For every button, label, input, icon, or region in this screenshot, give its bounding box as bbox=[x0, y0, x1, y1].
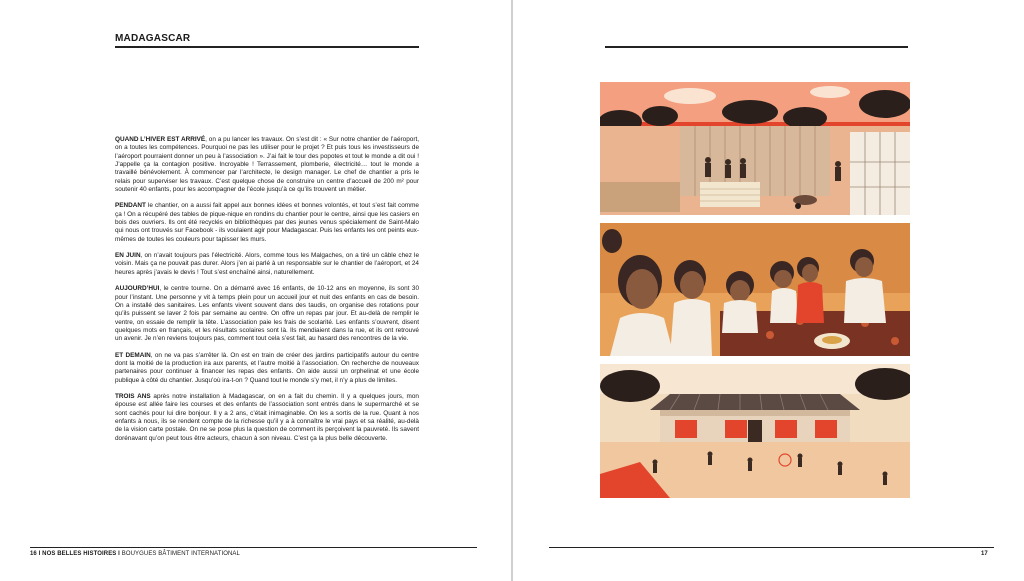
section-title: MADAGASCAR bbox=[115, 33, 191, 44]
paragraph bbox=[115, 285, 419, 343]
footer-publisher: BOUYGUES BÂTIMENT INTERNATIONAL bbox=[119, 551, 240, 557]
paragraph-text: , on a pu lancer les travaux. On s’est dit : « Sur notre chantier de l’aéroport, on a toutes les compétences. Pourquoi ne pas les utiliser pour le projet ? Et puis tous les investisseurs de l’aéroport pourraient donner un peu à l’association ». J’ai fait le tour des popotes et tout le monde a dit oui ! J’appelle ça la contagion positive. Incroyable ! Terrassement, plomberie, électricité… tout le monde a travaillé bénévolement. À commencer par l’architecte, le design manager. Le chef de chantier a pris le relais pour superviser les travaux. C’est quelque chose de construire un centre d’accueil de 200 m² pour soutenir 40 enfants, pour les accompagner de l’école jusqu’à ce qu’ils trouvent un métier. bbox=[115, 136, 420, 194]
illustration-construction-site bbox=[600, 82, 910, 215]
paragraph bbox=[115, 393, 419, 443]
bottom-rule-right bbox=[549, 547, 994, 548]
footer-issue-label: 16 I NOS BELLES HISTOIRES I bbox=[30, 551, 120, 557]
paragraph bbox=[115, 352, 419, 385]
page-number-right: 17 bbox=[981, 551, 988, 557]
paragraph-text: , on ne va pas s’arrêter là. On est en train de créer des jardins participatifs autour du centre dont la moitié de la production ira aux parents, et l’autre moitié à l’association. On recherche de nouveaux partenaires pour continuer à financer les repas des enfants. On aide aussi un orphelinat et une école publique à côté du chantier. Jusqu’où ira-t-on ? Quand tout le monde s’y met, il n’y a plus de limites. bbox=[115, 351, 419, 384]
top-rule-right bbox=[605, 46, 908, 48]
paragraph bbox=[115, 202, 419, 244]
paragraph bbox=[115, 136, 419, 194]
paragraph-lead: TROIS ANS bbox=[115, 392, 151, 400]
paragraph-lead: AUJOURD’HUI bbox=[115, 285, 160, 293]
paragraph-text: le chantier, on a aussi fait appel aux bonnes idées et bonnes volontés, et tout s’est fait comme ça ! On a récupéré des tables de pique-nique en rondins du chantier pour le centre, ainsi que les casiers en bois des ouvriers. Ils ont été recyclés en bibliothèques par des jeunes venus spécialement de Saint-Malo qui nous ont trouvés sur Facebook - ils voulaient agir pour Madagascar. Puis les enfants les ont peints eux-mêmes de toutes les couleurs pour tapisser les murs. bbox=[115, 202, 419, 243]
footer-folio-left bbox=[30, 551, 240, 557]
paragraph-text: , on n’avait toujours pas l’électricité. Alors, comme tous les Malgaches, on a tiré un câble chez le voisin. Mais ça ne pouvait pas durer. Alors j’en ai parlé à un responsable sur le chantier de l’aéroport, et 24 heures après j’avais le devis ! Tout s’est enchaîné ainsi, naturellement. bbox=[115, 252, 420, 276]
paragraph bbox=[115, 252, 419, 277]
top-rule-left bbox=[115, 46, 419, 48]
paragraph-lead: QUAND L’HIVER EST ARRIVÉ bbox=[115, 136, 206, 143]
paragraph-lead: PENDANT bbox=[115, 202, 146, 210]
paragraph-text: après notre installation à Madagascar, on en a fait du chemin. Il y a quelques jours, mon épouse est allée faire les courses et des enfants de l’association sont entrés dans le supermarché et se sont cachés pour lui dire bonjour. Il y a 2 ans, c’était inimaginable. On les a sortis de la rue. Quant à nos enfants à nous, ils se rendent compte de la richesse qu’il y a à connaître le vrai pays et sa réalité, au-delà de la vision carte postale. On ne se pose plus la question de comment ils perçoivent la pauvreté. Ils savent dorénavant qu’on peut tous être acteurs, chacun à son niveau. C’est ça la plus belle découverte. bbox=[115, 392, 419, 442]
illustration-center-building bbox=[600, 364, 910, 498]
article-body bbox=[115, 136, 419, 451]
paragraph-lead: ET DEMAIN bbox=[115, 351, 151, 359]
bottom-rule-left bbox=[30, 547, 477, 548]
paragraph-lead: EN JUIN bbox=[115, 252, 141, 260]
illustration-children-meal bbox=[600, 223, 910, 356]
paragraph-text: , le centre tourne. On a démarré avec 16 enfants, de 10-12 ans en moyenne, ils sont 30 pour l’instant. Une personne y vit à temps plein pour un accueil jour et nuit des enfants en cas de besoin. On a installé des sanitaires. Les enfants vivent souvent dans des taudis, on organise des rotations pour qu’ils puissent se laver 2 fois par semaine au centre. On offre un repas par jour. Et au-delà de remplir le ventre, on essaie de remplir la tête. L’association paie les frais de scolarité. Les enfants s’ouvrent, disent quelques mots en français, et les résultats scolaires sont là. Ils mendiaient dans la rue, et ils ont retrouvé un avenir. Je n’en reviens toujours pas, comment tout cela s’est fait, au hasard des rencontres de la vie. bbox=[115, 285, 419, 343]
